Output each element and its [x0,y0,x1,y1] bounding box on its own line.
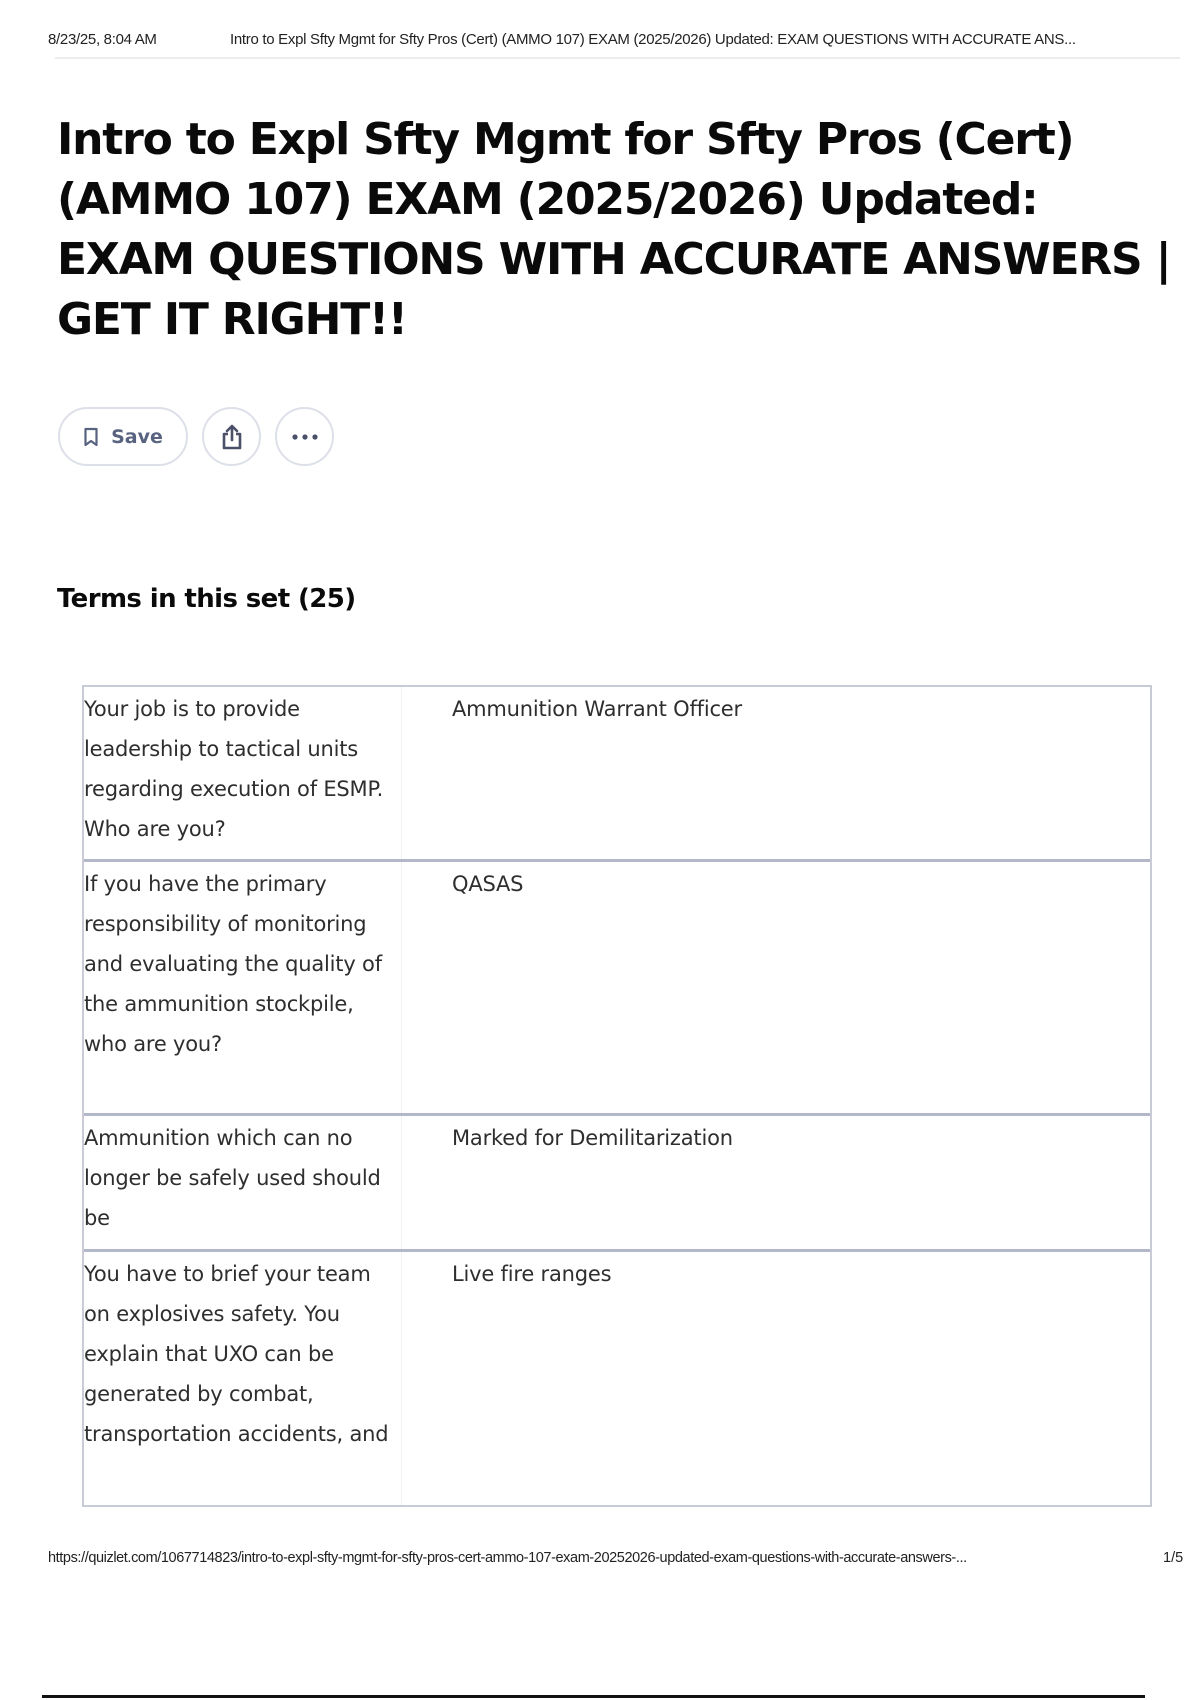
save-button[interactable] [58,407,188,466]
print-page-title: Intro to Expl Sfty Mgmt for Sfty Pros (Cert) (AMMO 107) EXAM (2025/2026) Updated: EXAM QUESTIONS WITH ACCURATE ANS... [230,31,1076,48]
share-icon [220,423,244,451]
definition-text: Live fire ranges [452,1262,612,1286]
print-header [0,0,1200,60]
term-text: If you have the primary responsibility of monitoring and evaluating the quality of the ammunition stockpile, who are you? [84,862,402,1113]
share-button[interactable] [202,407,261,466]
page-indicator: 1/5 [1163,1550,1184,1566]
print-footer [0,1550,1200,1574]
term-row [84,1252,1150,1505]
terms-table [82,685,1152,1507]
terms-heading: Terms in this set (25) [57,584,356,614]
save-label: Save [111,425,163,448]
term-row [84,687,1150,862]
term-text: You have to brief your team on explosives safety. You explain that UXO can be generated by combat, transportation accidents, and [84,1252,402,1505]
set-title: Intro to Expl Sfty Mgmt for Sfty Pros (Cert) (AMMO 107) EXAM (2025/2026) Updated: EXAM QUESTIONS WITH ACCURATE ANSWERS | GET IT RIGHT!! [57,114,1171,345]
more-horizontal-icon [292,434,318,440]
print-date-time: 8/23/25, 8:04 AM [48,31,157,48]
more-options-button[interactable] [275,407,334,466]
definition-text: Marked for Demilitarization [452,1126,733,1150]
term-text: Your job is to provide leadership to tactical units regarding execution of ESMP. Who are you? [84,687,402,859]
header-divider [55,57,1180,59]
definition-text: Ammunition Warrant Officer [452,697,742,721]
page-bottom-divider [42,1695,1145,1698]
term-text: Ammunition which can no longer be safely used should be [84,1116,402,1249]
definition-text: QASAS [452,872,524,896]
term-row [84,1116,1150,1252]
set-actions [58,407,334,466]
page-url: https://quizlet.com/1067714823/intro-to-expl-sfty-mgmt-for-sfty-pros-cert-ammo-107-exam-20252026-updated-exam-questions-with-accurate-answers-... [48,1550,967,1566]
term-row [84,862,1150,1116]
bookmark-icon [83,427,99,447]
